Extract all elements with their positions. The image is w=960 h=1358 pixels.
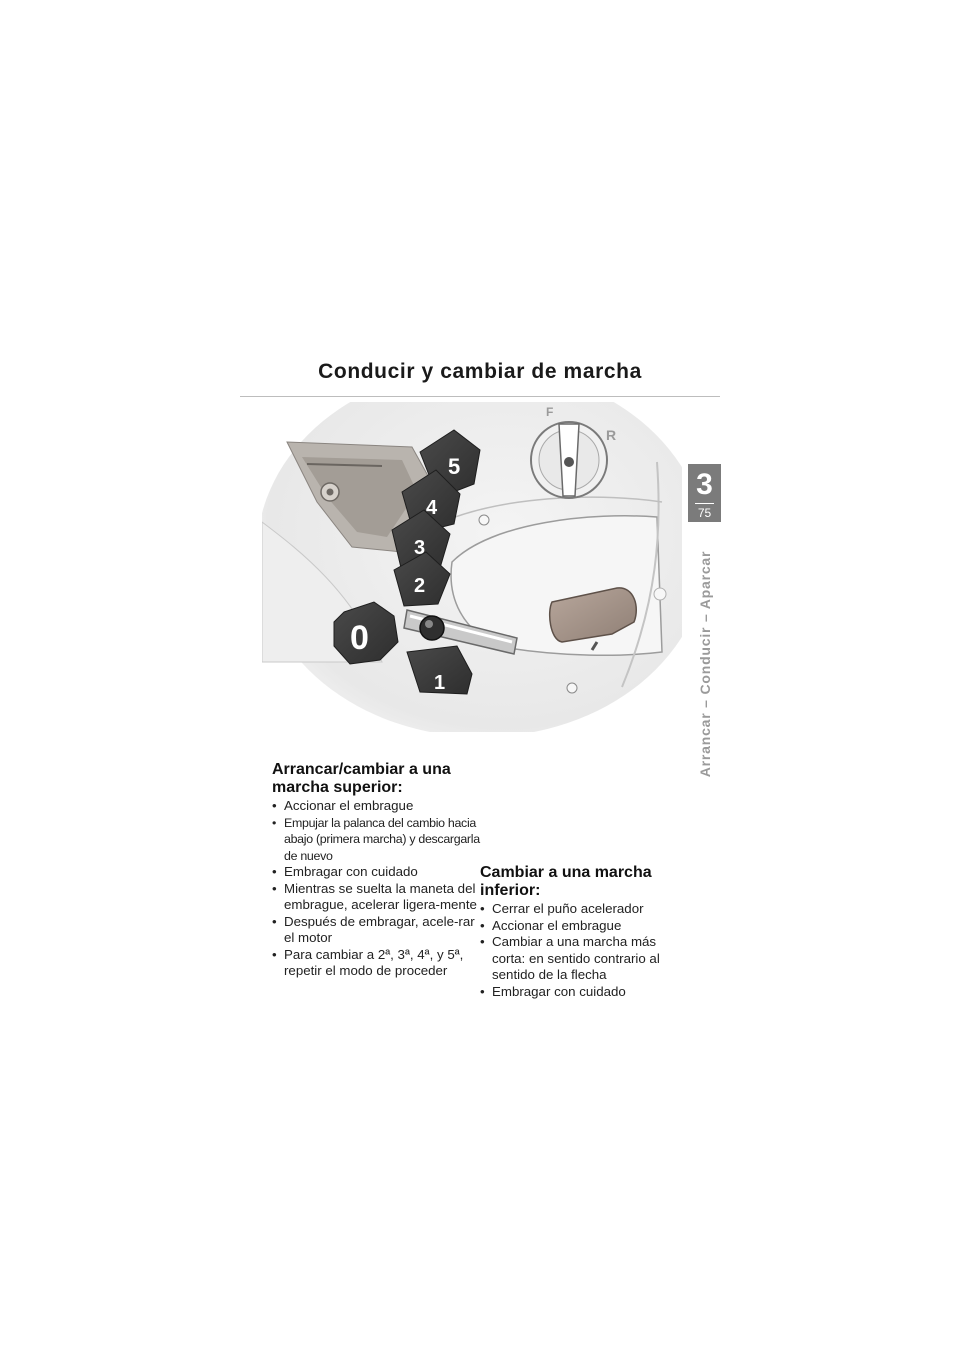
upshift-heading: Arrancar/cambiar a una marcha superior:: [272, 761, 451, 796]
gear-label-4: 4: [426, 497, 438, 519]
gear-lever-knob: [420, 616, 444, 640]
page-title: Conducir y cambiar de marcha: [318, 360, 642, 383]
list-item: • Cambiar a una marcha más corta: en sentido contrario al sentido de la flecha: [480, 934, 690, 984]
list-item: • Para cambiar a 2ª, 3ª, 4ª, y 5ª, repetir el modo de proceder: [272, 947, 482, 980]
downshift-heading: Cambiar a una marcha inferior:: [480, 864, 652, 899]
chapter-number: 3: [696, 468, 713, 501]
screw: [479, 515, 489, 525]
upshift-section: [272, 761, 482, 980]
list-item: • Accionar el embrague: [272, 798, 482, 815]
list-item: • Cerrar el puño acelerador: [480, 901, 690, 918]
chapter-tab: [688, 464, 721, 522]
screw: [654, 588, 666, 600]
chapter-tab-divider: [695, 503, 714, 504]
downshift-steps: [480, 901, 690, 1000]
title-divider: [240, 396, 720, 397]
screw: [567, 683, 577, 693]
upshift-steps: [272, 798, 482, 980]
list-item: • Embragar con cuidado: [480, 984, 690, 1001]
list-item: • Después de embragar, acele-rar el motor: [272, 914, 482, 947]
list-item: • Empujar la palanca del cambio hacia abajo (primera marcha) y descargarla de nuevo: [272, 815, 482, 865]
gear-label-3: 3: [414, 537, 426, 559]
gear-shift-illustration: [262, 402, 682, 732]
list-item: • Accionar el embrague: [480, 918, 690, 935]
chapter-side-label: [695, 548, 715, 780]
chapter-side-label-text: Arrancar – Conducir – Aparcar: [697, 550, 713, 778]
gear-label-5: 5: [448, 454, 461, 479]
dial-letter-f: F: [546, 405, 554, 419]
gear-label-0: 0: [350, 619, 369, 657]
gear-label-2: 2: [414, 575, 426, 597]
page-number: 75: [697, 506, 712, 520]
list-item: • Embragar con cuidado: [272, 864, 482, 881]
dial-letter-r: R: [606, 427, 617, 443]
gear-label-1: 1: [434, 672, 446, 694]
downshift-section: [480, 864, 690, 1000]
list-item: • Mientras se suelta la maneta del embrague, acelerar ligera-mente: [272, 881, 482, 914]
